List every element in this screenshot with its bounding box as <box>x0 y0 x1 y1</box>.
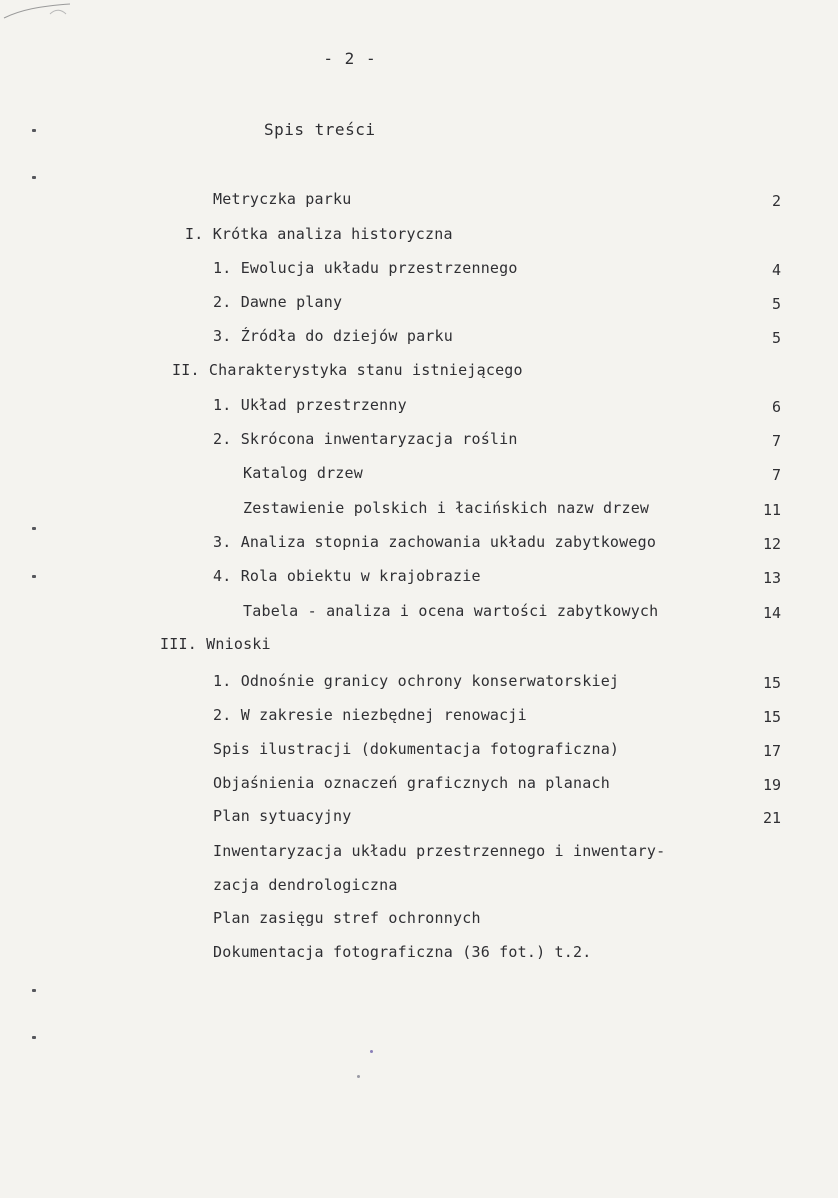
margin-mark <box>32 575 36 578</box>
toc-entry-page: 4 <box>771 261 781 279</box>
toc-section-heading: I. Krótka analiza historyczna <box>185 225 453 243</box>
toc-entry-label: 1. Ewolucja układu przestrzennego <box>213 259 518 277</box>
toc-entry-label: 4. Rola obiektu w krajobrazie <box>213 567 481 585</box>
toc-entry-label: 2. Dawne plany <box>213 293 343 311</box>
toc-entry-label: zacja dendrologiczna <box>213 876 398 894</box>
toc-section-heading: II. Charakterystyka stanu istniejącego <box>172 361 523 379</box>
toc-entry-label: Metryczka parku <box>213 190 352 208</box>
ink-speck <box>370 1050 373 1053</box>
toc-entry-page: 14 <box>762 604 781 622</box>
toc-section-heading: III. Wnioski <box>160 635 271 653</box>
toc-entry-page: 17 <box>762 742 781 760</box>
toc-entry-page: 5 <box>771 295 781 313</box>
toc-entry-label: Inwentaryzacja układu przestrzennego i inwentary- <box>213 842 666 860</box>
toc-entry-label: Plan sytuacyjny <box>213 807 352 825</box>
toc-entry-page: 15 <box>762 708 781 726</box>
toc-entry-label: 3. Analiza stopnia zachowania układu zabytkowego <box>213 533 657 551</box>
page-number: - 2 - <box>323 49 377 68</box>
toc-entry-page: 7 <box>771 466 781 484</box>
toc-entry-label: 1. Układ przestrzenny <box>213 396 407 414</box>
toc-entry-label: Plan zasięgu stref ochronnych <box>213 909 481 927</box>
toc-entry-label: Dokumentacja fotograficzna (36 fot.) t.2. <box>213 943 592 961</box>
toc-entry-page: 11 <box>762 501 781 519</box>
toc-entry-page: 2 <box>771 192 781 210</box>
toc-entry-page: 6 <box>771 398 781 416</box>
toc-entry-page: 13 <box>762 569 781 587</box>
toc-entry-label: 2. Skrócona inwentaryzacja roślin <box>213 430 518 448</box>
margin-mark <box>32 1036 36 1039</box>
margin-mark <box>32 176 36 179</box>
margin-mark <box>32 527 36 530</box>
toc-title: Spis treści <box>264 120 376 139</box>
toc-entry-label: Zestawienie polskich i łacińskich nazw drzew <box>243 499 650 517</box>
toc-entry-page: 19 <box>762 776 781 794</box>
margin-mark <box>32 129 36 132</box>
toc-entry-label: Tabela - analiza i ocena wartości zabytkowych <box>243 602 659 620</box>
ink-speck <box>357 1075 360 1078</box>
toc-entry-page: 12 <box>762 535 781 553</box>
toc-entry-page: 21 <box>762 809 781 827</box>
toc-entry-label: Spis ilustracji (dokumentacja fotograficzna) <box>213 740 620 758</box>
toc-entry-label: 2. W zakresie niezbędnej renowacji <box>213 706 527 724</box>
toc-entry-label: 1. Odnośnie granicy ochrony konserwatorskiej <box>213 672 620 690</box>
toc-entry-label: Objaśnienia oznaczeń graficznych na planach <box>213 774 610 792</box>
toc-entry-page: 5 <box>771 329 781 347</box>
toc-entry-page: 15 <box>762 674 781 692</box>
toc-entry-label: 3. Źródła do dziejów parku <box>213 327 453 345</box>
margin-mark <box>32 989 36 992</box>
corner-scribble-icon <box>0 0 80 22</box>
toc-entry-label: Katalog drzew <box>243 464 363 482</box>
toc-entry-page: 7 <box>771 432 781 450</box>
